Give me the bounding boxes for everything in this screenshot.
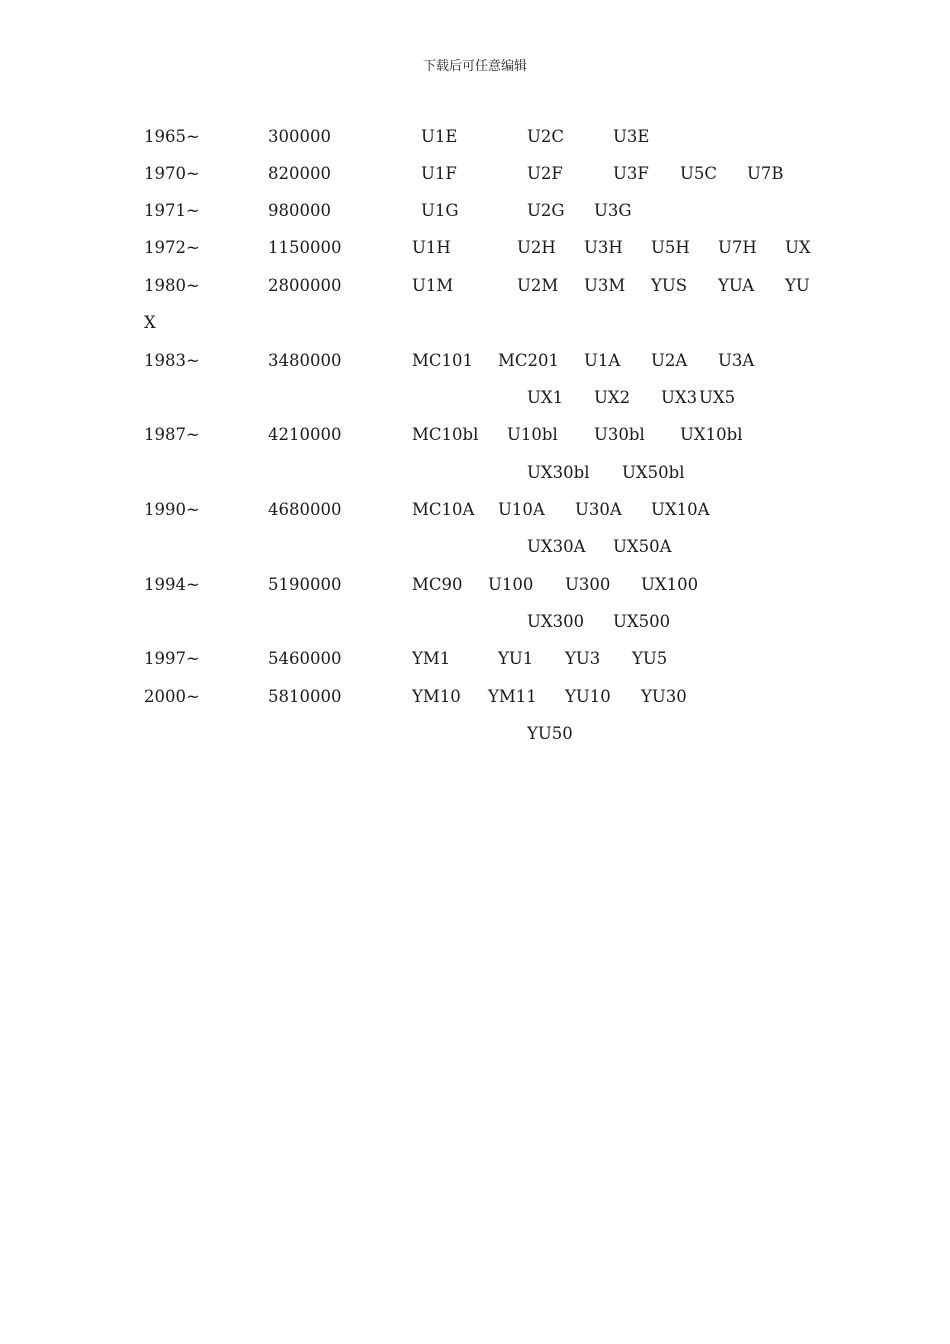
units-cell: 980000 <box>268 201 331 220</box>
model-cell: YU <box>785 276 810 295</box>
model-cell: YM11 <box>488 687 537 706</box>
units-cell: 820000 <box>268 164 331 183</box>
model-cell: UX50A <box>613 537 672 556</box>
model-cell: U1H <box>412 238 451 257</box>
model-cell: U10A <box>498 500 545 519</box>
model-cell: U1G <box>421 201 459 220</box>
model-cell: MC10bl <box>412 425 479 444</box>
year-cell: 1990~ <box>144 500 200 519</box>
model-cell: U7B <box>747 164 784 183</box>
model-wrap-text: X <box>144 313 156 332</box>
model-cell: U5H <box>651 238 690 257</box>
model-cell: MC201 <box>498 351 560 370</box>
model-cell: U30bl <box>594 425 645 444</box>
year-cell: 2000~ <box>144 687 200 706</box>
model-cell: U3A <box>718 351 755 370</box>
model-cell: U2G <box>527 201 565 220</box>
page-header: 下载后可任意编辑 <box>422 59 527 74</box>
units-cell: 2800000 <box>268 276 342 295</box>
units-cell: 3480000 <box>268 351 342 370</box>
model-cell: U2A <box>651 351 688 370</box>
model-cell: U7H <box>718 238 757 257</box>
units-cell: 1150000 <box>268 238 342 257</box>
units-cell: 5190000 <box>268 575 342 594</box>
model-cell: U2F <box>527 164 563 183</box>
model-cell: U3E <box>613 127 650 146</box>
model-cell: YU1 <box>498 649 534 668</box>
model-cell: U30A <box>575 500 622 519</box>
year-cell: 1983~ <box>144 351 200 370</box>
model-cell: YU10 <box>565 687 611 706</box>
model-cell: U300 <box>565 575 611 594</box>
model-cell: UX500 <box>613 612 671 631</box>
model-cell: UX30A <box>527 537 586 556</box>
model-cell: UX2 <box>594 388 631 407</box>
model-cell: U100 <box>488 575 534 594</box>
year-cell: 1965~ <box>144 127 200 146</box>
units-cell: 5810000 <box>268 687 342 706</box>
model-cell: YU30 <box>641 687 687 706</box>
model-cell: U2M <box>517 276 559 295</box>
year-cell: 1997~ <box>144 649 200 668</box>
model-cell: UX3 <box>661 388 698 407</box>
model-cell: UX30bl <box>527 463 590 482</box>
model-cell: YM1 <box>412 649 451 668</box>
model-cell: UX1 <box>527 388 564 407</box>
model-cell: YU5 <box>632 649 668 668</box>
model-cell: U1E <box>421 127 458 146</box>
year-cell: 1980~ <box>144 276 200 295</box>
model-cell: YU50 <box>527 724 573 743</box>
year-cell: 1987~ <box>144 425 200 444</box>
model-cell: UX300 <box>527 612 585 631</box>
units-cell: 5460000 <box>268 649 342 668</box>
units-cell: 300000 <box>268 127 331 146</box>
model-cell: U3G <box>594 201 632 220</box>
model-cell: U1M <box>412 276 454 295</box>
model-cell: MC101 <box>412 351 474 370</box>
model-cell: U3F <box>613 164 649 183</box>
year-cell: 1994~ <box>144 575 200 594</box>
model-cell: UX5 <box>699 388 736 407</box>
model-cell: U10bl <box>507 425 558 444</box>
model-cell: U3M <box>584 276 626 295</box>
units-cell: 4680000 <box>268 500 342 519</box>
model-cell: YUS <box>651 276 688 295</box>
model-cell: MC90 <box>412 575 463 594</box>
model-cell: U5C <box>680 164 718 183</box>
model-cell: YUA <box>718 276 755 295</box>
model-cell: YM10 <box>412 687 461 706</box>
year-cell: 1970~ <box>144 164 200 183</box>
model-cell: MC10A <box>412 500 475 519</box>
model-cell: UX10bl <box>680 425 743 444</box>
model-cell: UX <box>785 238 811 257</box>
model-cell: UX100 <box>641 575 699 594</box>
model-cell: U1F <box>421 164 457 183</box>
model-cell: UX10A <box>651 500 710 519</box>
model-cell: U1A <box>584 351 621 370</box>
model-cell: U2H <box>517 238 556 257</box>
model-cell: UX50bl <box>622 463 685 482</box>
model-cell: YU3 <box>565 649 601 668</box>
model-cell: U3H <box>584 238 623 257</box>
year-cell: 1971~ <box>144 201 200 220</box>
year-cell: 1972~ <box>144 238 200 257</box>
units-cell: 4210000 <box>268 425 342 444</box>
model-cell: U2C <box>527 127 565 146</box>
